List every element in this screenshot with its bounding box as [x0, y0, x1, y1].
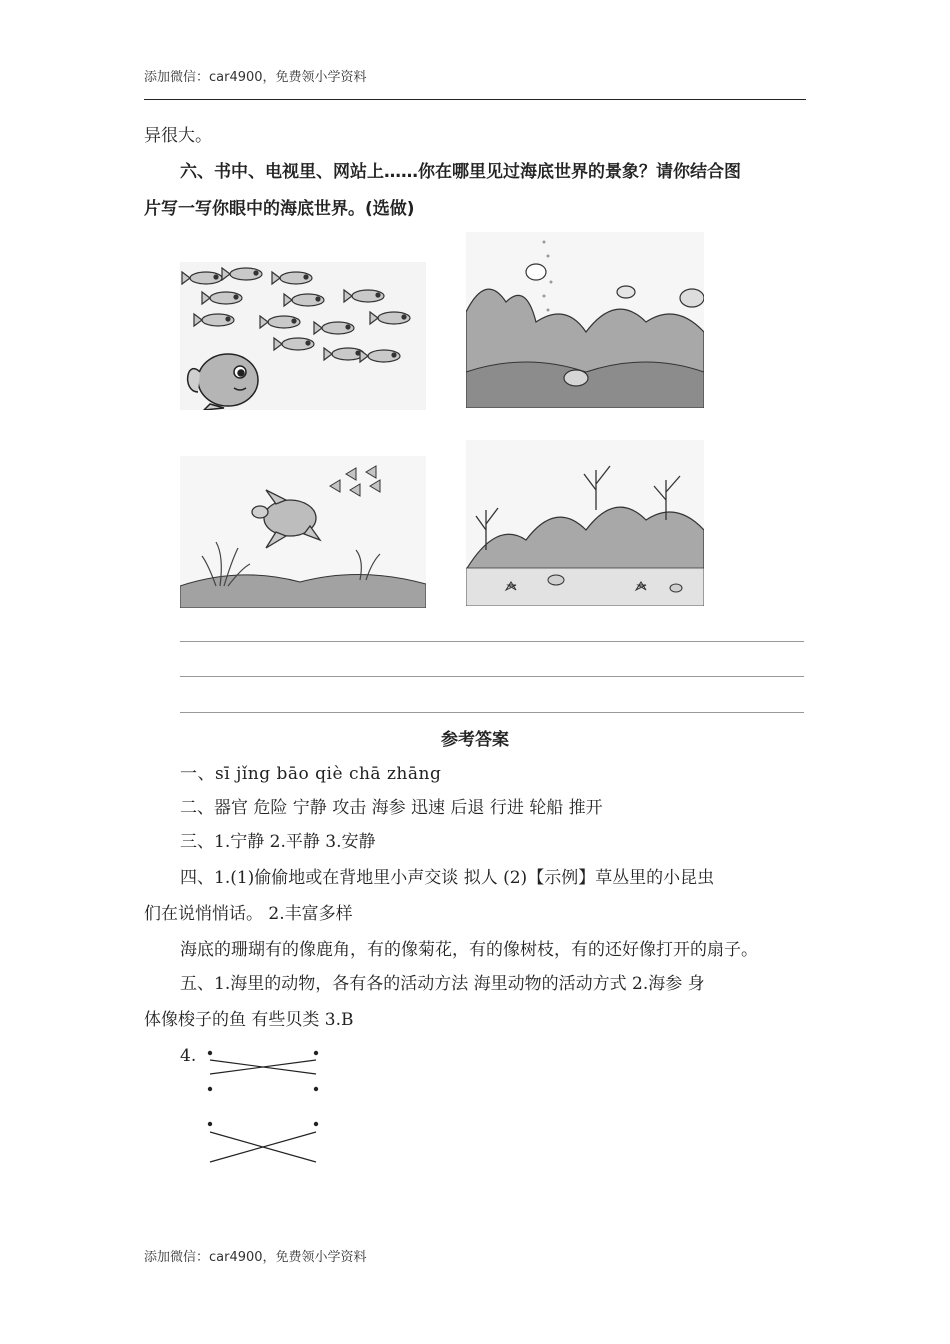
question6-line1: 六、书中、电视里、网站上……你在哪里见过海底世界的景象？请你结合图	[180, 162, 741, 182]
answer-5-line2: 体像梭子的鱼 有些贝类 3.B	[144, 1010, 354, 1030]
page-footer: 添加微信：car4900，免费领小学资料	[144, 1250, 367, 1265]
sea-turtle-illustration	[180, 456, 426, 608]
answer-4-line1: 四、1.(1)偷偷地或在背地里小声交谈 拟人 (2)【示例】草丛里的小昆虫	[180, 868, 715, 888]
writing-line[interactable]	[180, 641, 804, 642]
reef-illustration	[466, 232, 704, 408]
writing-line[interactable]	[180, 712, 804, 713]
matching-diagram	[200, 1046, 326, 1170]
answer-5-line1: 五、1.海里的动物，各有各的活动方法 海里动物的活动方式 2.海参 身	[180, 974, 705, 994]
answer-4-line3: 海底的珊瑚有的像鹿角，有的像菊花，有的像树枝，有的还好像打开的扇子。	[180, 940, 758, 960]
question6-line2: 片写一写你眼中的海底世界。(选做)	[144, 199, 415, 219]
answer-2: 二、器官 危险 宁静 攻击 海参 迅速 后退 行进 轮船 推开	[180, 798, 603, 818]
match-lines	[210, 1060, 316, 1162]
answers-title: 参考答案	[441, 730, 509, 750]
answer-3: 三、1.宁静 2.平静 3.安静	[180, 832, 376, 852]
answer-4-line2: 们在说悄悄话。 2.丰富多样	[144, 904, 353, 924]
fish-school-illustration	[180, 262, 426, 410]
coral-seabed-illustration	[466, 440, 704, 606]
answer-1: 一、sī jǐng bāo qiè chā zhāng	[180, 764, 442, 784]
writing-line[interactable]	[180, 676, 804, 677]
header-rule	[144, 99, 806, 100]
answer-5-item4-label: 4.	[180, 1046, 197, 1066]
page-header: 添加微信：car4900，免费领小学资料	[144, 70, 367, 85]
intro-line: 异很大。	[144, 126, 212, 146]
